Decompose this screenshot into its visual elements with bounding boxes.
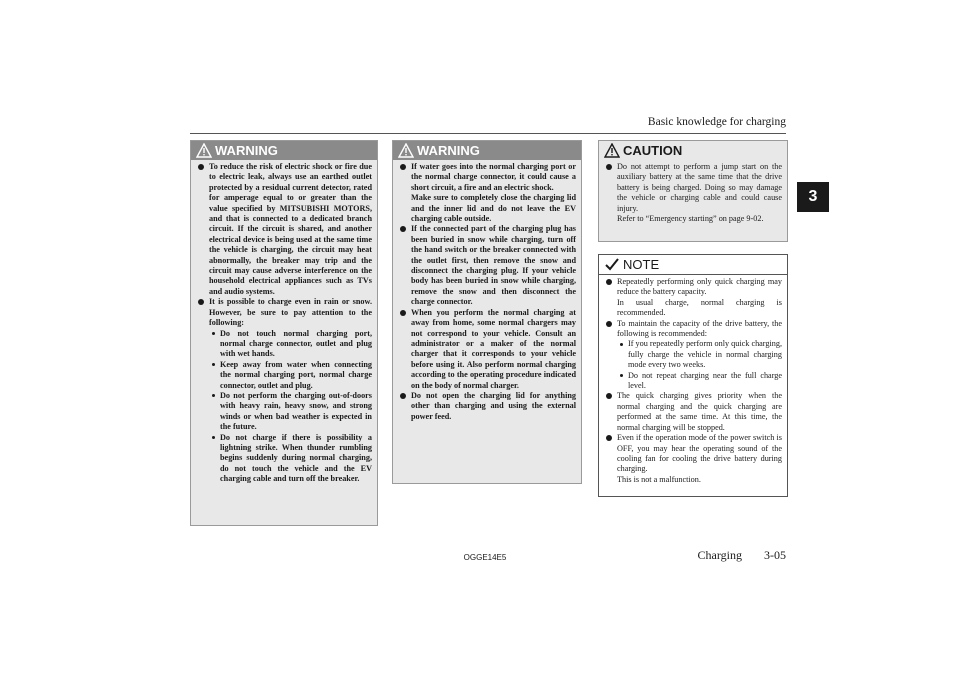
item-text: If the connected part of the charging plug has been buried in snow while charging, turn off the hand switch or the breaker connected with the outlet first, then remove the snow and disconnect the charging plug. If your vehicle body has been buried in snow while charging, remove the snow and then disconnect the charge connector. bbox=[411, 224, 576, 307]
sub-item bbox=[617, 339, 782, 370]
sub-bullet-icon bbox=[212, 363, 215, 366]
bullet-icon bbox=[606, 435, 612, 441]
list-item bbox=[400, 391, 576, 422]
list-item bbox=[606, 277, 782, 319]
item-text: The quick charging gives priority when the normal charging and the quick charging are performed at the same time. At this time, the normal charging will be stopped. bbox=[617, 391, 782, 432]
warning-triangle-icon bbox=[398, 143, 414, 158]
sub-item bbox=[617, 371, 782, 392]
warning-header bbox=[191, 141, 377, 160]
sub-bullet-icon bbox=[620, 343, 623, 346]
list-item bbox=[400, 308, 576, 391]
sub-item-text: Keep away from water when connecting the normal charging port, normal charge connector, outlet and plug. bbox=[220, 359, 372, 390]
item-text: If water goes into the normal charging port or the normal charge connector, it could cause a short circuit, a fire and an electric shock. bbox=[411, 162, 576, 192]
bullet-icon bbox=[606, 393, 612, 399]
page-footer bbox=[560, 548, 786, 563]
list-item bbox=[606, 391, 782, 433]
item-text: When you perform the normal charging at away from home, some normal chargers may not correspond to your vehicle. Consult an administrator or a maker of the normal charger that it corresponds to your vehicle before using it. Also perform normal charging according to the operating procedure indicated on the body of normal charger. bbox=[411, 307, 576, 390]
caution-header bbox=[599, 141, 787, 160]
item-extra-text: This is not a malfunction. bbox=[617, 474, 701, 484]
sub-bullet-icon bbox=[212, 436, 215, 439]
sub-item bbox=[209, 329, 372, 360]
bullet-icon bbox=[198, 299, 204, 305]
sub-item bbox=[209, 391, 372, 433]
sub-item bbox=[209, 433, 372, 485]
sub-bullet-icon bbox=[212, 394, 215, 397]
bullet-icon bbox=[400, 393, 406, 399]
list-item bbox=[606, 162, 782, 224]
warning-box-1 bbox=[190, 140, 378, 526]
item-extra-text: Make sure to completely close the charging lid and the inner lid and do not leave the EV charging cable outside. bbox=[411, 193, 576, 224]
warning-title: WARNING bbox=[215, 143, 278, 158]
sub-item-text: Do not repeat charging near the full charge level. bbox=[628, 370, 782, 391]
item-text: Do not attempt to perform a jump start on the auxiliary battery at the same time that the drive battery is being charged. Doing so may damage the vehicle or charging cable and could cause injury. bbox=[617, 162, 782, 213]
caution-triangle-icon bbox=[604, 143, 620, 158]
list-item bbox=[198, 297, 372, 484]
sub-item bbox=[209, 360, 372, 391]
sub-bullet-icon bbox=[212, 332, 215, 335]
bullet-icon bbox=[400, 164, 406, 170]
sub-item-text: Do not touch normal charging port, normal charge connector, outlet and plug with wet hands. bbox=[220, 328, 372, 359]
warning-header bbox=[393, 141, 581, 160]
document-code: OGGE14E5 bbox=[463, 553, 507, 562]
bullet-icon bbox=[606, 164, 612, 170]
section-name: Charging bbox=[697, 548, 742, 562]
pencil-check-icon bbox=[604, 257, 620, 272]
bullet-icon bbox=[606, 279, 612, 285]
header-rule bbox=[190, 133, 786, 134]
warning-title: WARNING bbox=[417, 143, 480, 158]
running-head-title: Basic knowledge for charging bbox=[647, 116, 786, 128]
item-text: To maintain the capacity of the drive battery, the following is recommended: bbox=[617, 318, 782, 339]
note-box bbox=[598, 254, 788, 497]
bullet-icon bbox=[198, 164, 204, 170]
item-text: Do not open the charging lid for anything other than charging and using the external power feed. bbox=[411, 390, 576, 421]
list-item bbox=[400, 162, 576, 224]
item-text: Even if the operation mode of the power switch is OFF, you may hear the operating sound of the cooling fan for cooling the drive battery during charging. bbox=[617, 433, 782, 474]
sub-bullet-icon bbox=[620, 374, 623, 377]
chapter-tab: 3 bbox=[797, 182, 829, 212]
list-item bbox=[606, 319, 782, 392]
list-item bbox=[198, 162, 372, 297]
item-text: To reduce the risk of electric shock or fire due to electric leak, always use an earthed outlet protected by a residual current detector, rated for amperage equal to or greater than the value specified by MITSUBISHI MOTORS, and that is connected to a dedicated branch circuit. If the circuit is shared, and another electrical device is being used at the same time the vehicle is charging, the circuit may heat abnormally, the breaker may trip and the circuit may cause adverse interference on the household electrical appliances such as TVs and audio systems. bbox=[209, 162, 372, 296]
list-item bbox=[606, 433, 782, 485]
bullet-icon bbox=[400, 310, 406, 316]
caution-title: CAUTION bbox=[623, 143, 683, 158]
bullet-icon bbox=[606, 321, 612, 327]
caution-box bbox=[598, 140, 788, 242]
sub-item-text: If you repeatedly perform only quick charging, fully charge the vehicle in normal charging mode every two weeks. bbox=[628, 339, 782, 370]
warning-box-2 bbox=[392, 140, 582, 484]
bullet-icon bbox=[400, 226, 406, 232]
list-item bbox=[400, 224, 576, 307]
item-text: Repeatedly performing only quick charging may reduce the battery capacity. bbox=[617, 277, 782, 297]
note-title: NOTE bbox=[623, 257, 660, 272]
item-extra-text: In usual charge, normal charging is recommended. bbox=[617, 297, 782, 318]
item-text: It is possible to charge even in rain or snow. However, be sure to pay attention to the following: bbox=[209, 297, 372, 328]
warning-triangle-icon bbox=[196, 143, 212, 158]
page-number: 3-05 bbox=[764, 548, 786, 562]
sub-item-text: Do not charge if there is possibility a lightning strike. When thunder rumbling begins suddenly during normal charging, do not touch the vehicle and the EV charging cable and turn off the breaker. bbox=[220, 432, 372, 484]
sub-item-text: Do not perform the charging out-of-doors with heavy rain, heavy snow, and strong winds or when bad weather is expected in the future. bbox=[220, 390, 372, 432]
item-extra-text: Refer to “Emergency starting” on page 9-02. bbox=[617, 214, 764, 224]
note-header bbox=[599, 255, 787, 275]
